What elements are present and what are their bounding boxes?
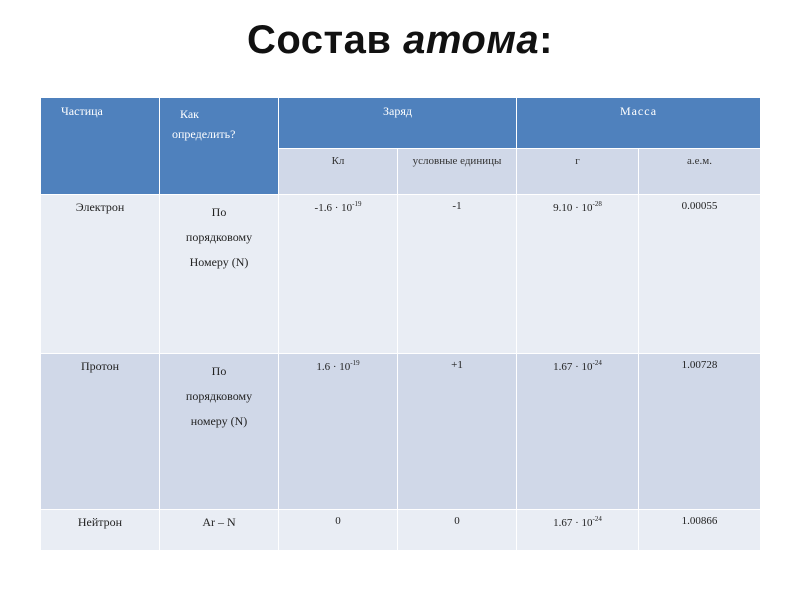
cell-how: По порядковому номеру (N)	[160, 354, 279, 510]
cell-how: По порядковому Номеру (N)	[160, 195, 279, 354]
subheader-charge-units: условные единицы	[398, 149, 517, 195]
cell-particle: Электрон	[41, 195, 160, 354]
header-charge-label: Заряд	[383, 104, 412, 118]
table-row-proton	[41, 354, 761, 510]
cell-charge-cl: 0	[279, 510, 398, 551]
cell-mass-aem: 1.00728	[639, 354, 761, 510]
cell-particle: Протон	[41, 354, 160, 510]
cell-charge-units: -1	[398, 195, 517, 354]
cell-mass-aem: 1.00866	[639, 510, 761, 551]
header-how-line1: Как	[180, 107, 200, 121]
header-mass	[517, 98, 761, 149]
cell-mass-g: $1.67 \cdot 10^{-24}$	[517, 354, 639, 510]
header-how-line2: определить?	[172, 127, 236, 141]
cell-mass-g: $1.67 \cdot 10^{-24}$	[517, 510, 639, 551]
title-word-1: Состав	[247, 18, 392, 62]
atom-composition-table	[40, 97, 761, 551]
cell-mass-g: $9.10 \cdot 10^{-28}$	[517, 195, 639, 354]
header-how	[160, 98, 279, 195]
title-colon: :	[539, 18, 553, 62]
header-particle-label: Частица	[61, 104, 103, 118]
header-mass-label: Масса	[619, 104, 658, 118]
subheader-mass-aem: а.е.м.	[639, 149, 761, 195]
title-word-2: атома	[403, 18, 540, 62]
cell-mass-aem: 0.00055	[639, 195, 761, 354]
cell-charge-units: 0	[398, 510, 517, 551]
subheader-charge-cl: Кл	[279, 149, 398, 195]
header-particle	[41, 98, 160, 195]
subheader-mass-g: г	[517, 149, 639, 195]
header-row	[41, 98, 761, 149]
cell-how: Ar – N	[160, 510, 279, 551]
cell-charge-cl: $1.6 \cdot 10^{-19}$	[279, 354, 398, 510]
header-charge	[279, 98, 517, 149]
table-row-electron	[41, 195, 761, 354]
cell-charge-cl: $-1.6 \cdot 10^{-19}$	[279, 195, 398, 354]
cell-particle: Нейтрон	[41, 510, 160, 551]
cell-charge-units: +1	[398, 354, 517, 510]
slide-title	[0, 18, 800, 63]
table-row-neutron	[41, 510, 761, 551]
